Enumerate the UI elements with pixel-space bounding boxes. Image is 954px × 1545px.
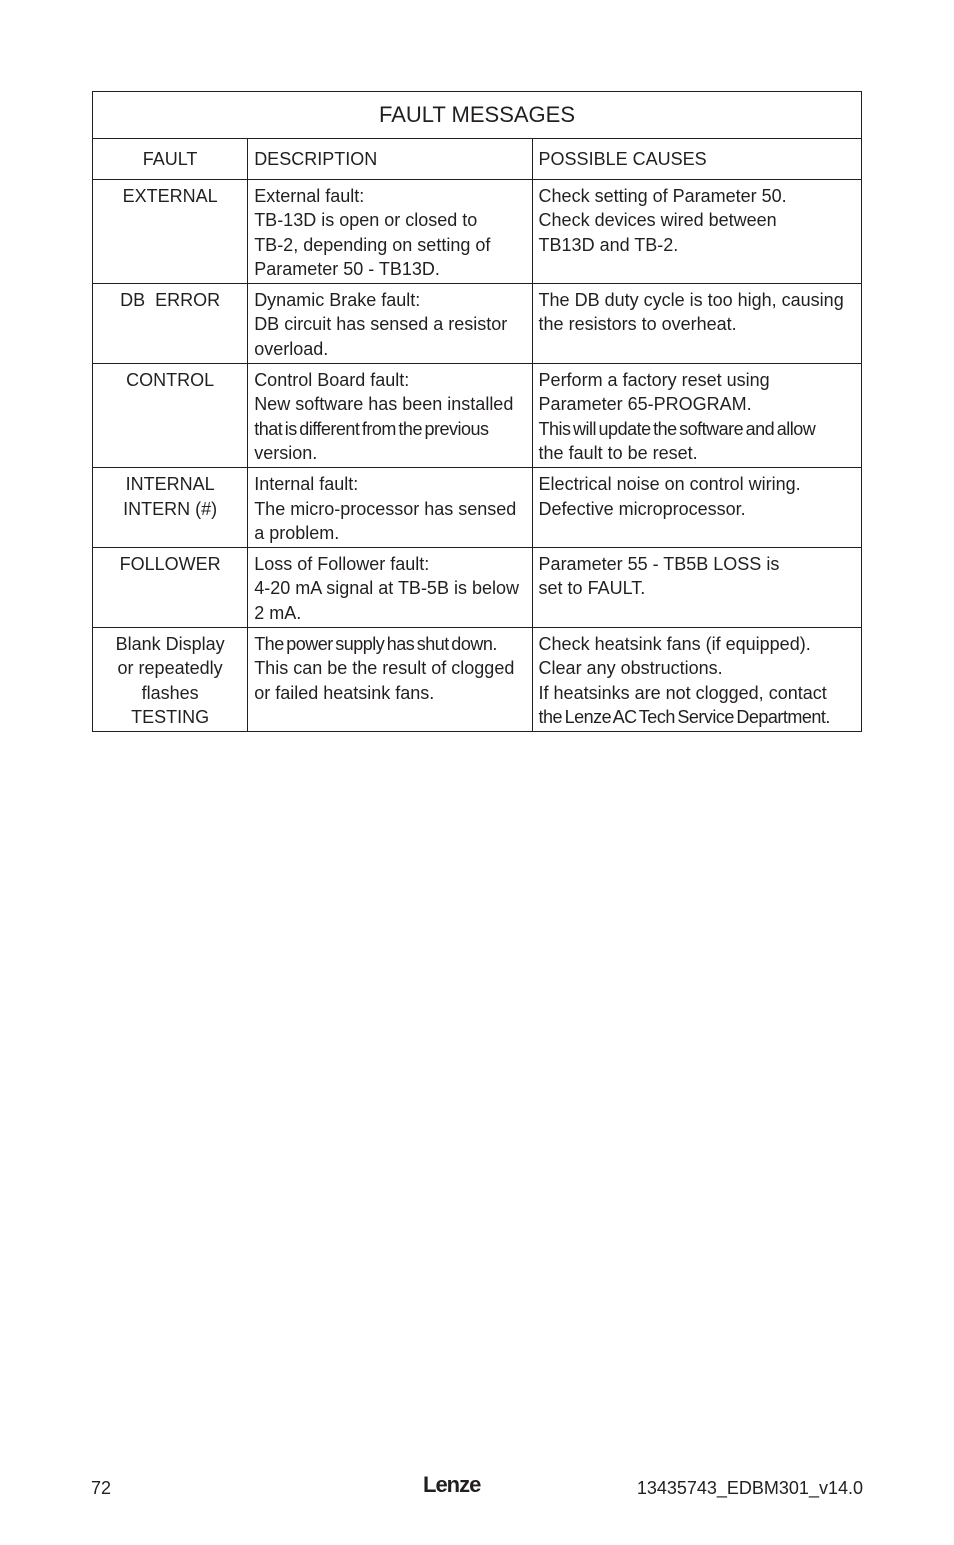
description-cell	[248, 364, 532, 468]
fault-messages-table	[92, 91, 862, 732]
description-text: Parameter 50 - TB13D.	[254, 258, 440, 279]
description-cell	[248, 180, 532, 284]
header-fault: FAULT	[93, 139, 248, 180]
description-text: TB-13D is open or closed to	[254, 210, 478, 231]
fault-cell	[93, 548, 248, 628]
description-text: Internal fault:	[254, 474, 359, 495]
table-title: FAULT MESSAGES	[93, 92, 862, 139]
description-cell	[248, 548, 532, 628]
fault-text: flashes	[141, 682, 199, 703]
fault-text: or repeatedly	[117, 658, 223, 679]
table-header-row	[93, 139, 862, 180]
table-row	[93, 284, 862, 364]
fault-text: DB ERROR	[120, 290, 221, 311]
causes-text: the fault to be reset.	[538, 442, 698, 463]
description-cell	[248, 284, 532, 364]
fault-text: INTERNAL	[125, 474, 215, 495]
causes-cell	[532, 628, 861, 732]
table-row	[93, 180, 862, 284]
document-id: 13435743_EDBM301_v14.0	[636, 1478, 863, 1498]
causes-cell	[532, 548, 861, 628]
description-text: Dynamic Brake fault:	[254, 290, 421, 311]
page-number: 72	[91, 1478, 112, 1498]
causes-text: TB13D and TB-2.	[538, 234, 679, 255]
causes-text: Check devices wired between	[538, 210, 777, 231]
fault-text: CONTROL	[126, 370, 215, 391]
description-text: a problem.	[254, 522, 340, 543]
description-text: This can be the result of clogged	[254, 658, 515, 679]
description-text: New software has been installed	[254, 394, 514, 415]
causes-text: the resistors to overheat.	[538, 314, 737, 335]
description-text: The power supply has shut down.	[254, 634, 497, 655]
description-text: 2 mA.	[254, 602, 302, 623]
description-text: overload.	[254, 338, 329, 359]
description-text: or failed heatsink fans.	[254, 682, 435, 703]
causes-text: Parameter 55 - TB5B LOSS is	[538, 554, 780, 575]
description-text: that is different from the previous	[254, 418, 489, 439]
description-cell	[248, 628, 532, 732]
header-possible-causes: POSSIBLE CAUSES	[532, 139, 861, 180]
fault-cell	[93, 180, 248, 284]
causes-cell	[532, 180, 861, 284]
description-text: Control Board fault:	[254, 370, 410, 391]
table-row	[93, 548, 862, 628]
causes-cell	[532, 284, 861, 364]
fault-text: Blank Display	[115, 634, 225, 655]
fault-text: FOLLOWER	[119, 554, 221, 575]
description-text: External fault:	[254, 186, 365, 206]
causes-text: This will update the software and allow	[538, 418, 816, 439]
description-text: version.	[254, 442, 318, 463]
table-row	[93, 628, 862, 732]
causes-text: Perform a factory reset using	[538, 370, 770, 391]
description-text: TB-2, depending on setting of	[254, 234, 491, 255]
fault-cell	[93, 364, 248, 468]
description-text: The micro-processor has sensed	[254, 498, 517, 519]
causes-text: Check setting of Parameter 50.	[538, 186, 787, 206]
causes-text: Defective microprocessor.	[538, 498, 746, 519]
fault-cell	[93, 468, 248, 548]
causes-text: If heatsinks are not clogged, contact	[538, 682, 827, 703]
fault-text: TESTING	[131, 706, 210, 727]
description-text: 4-20 mA signal at TB-5B is below	[254, 578, 519, 599]
fault-cell	[93, 628, 248, 732]
lenze-logo: Lenze	[423, 1472, 481, 1497]
fault-text: INTERN (#)	[123, 498, 218, 519]
table-title-row	[93, 92, 862, 139]
description-text: Loss of Follower fault:	[254, 554, 430, 575]
causes-text: Parameter 65-PROGRAM.	[538, 394, 752, 415]
causes-text: The DB duty cycle is too high, causing	[538, 290, 844, 311]
causes-cell	[532, 468, 861, 548]
table-row	[93, 364, 862, 468]
causes-text: Electrical noise on control wiring.	[538, 474, 801, 495]
fault-cell	[93, 284, 248, 364]
fault-text: EXTERNAL	[122, 186, 218, 206]
header-description: DESCRIPTION	[248, 139, 532, 180]
causes-text: Clear any obstructions.	[538, 658, 723, 679]
causes-cell	[532, 364, 861, 468]
description-text: DB circuit has sensed a resistor	[254, 314, 508, 335]
causes-text: Check heatsink fans (if equipped).	[538, 634, 811, 655]
causes-text: set to FAULT.	[538, 578, 646, 599]
causes-text: the Lenze AC Tech Service Department.	[538, 706, 830, 727]
description-cell	[248, 468, 532, 548]
table-row	[93, 468, 862, 548]
